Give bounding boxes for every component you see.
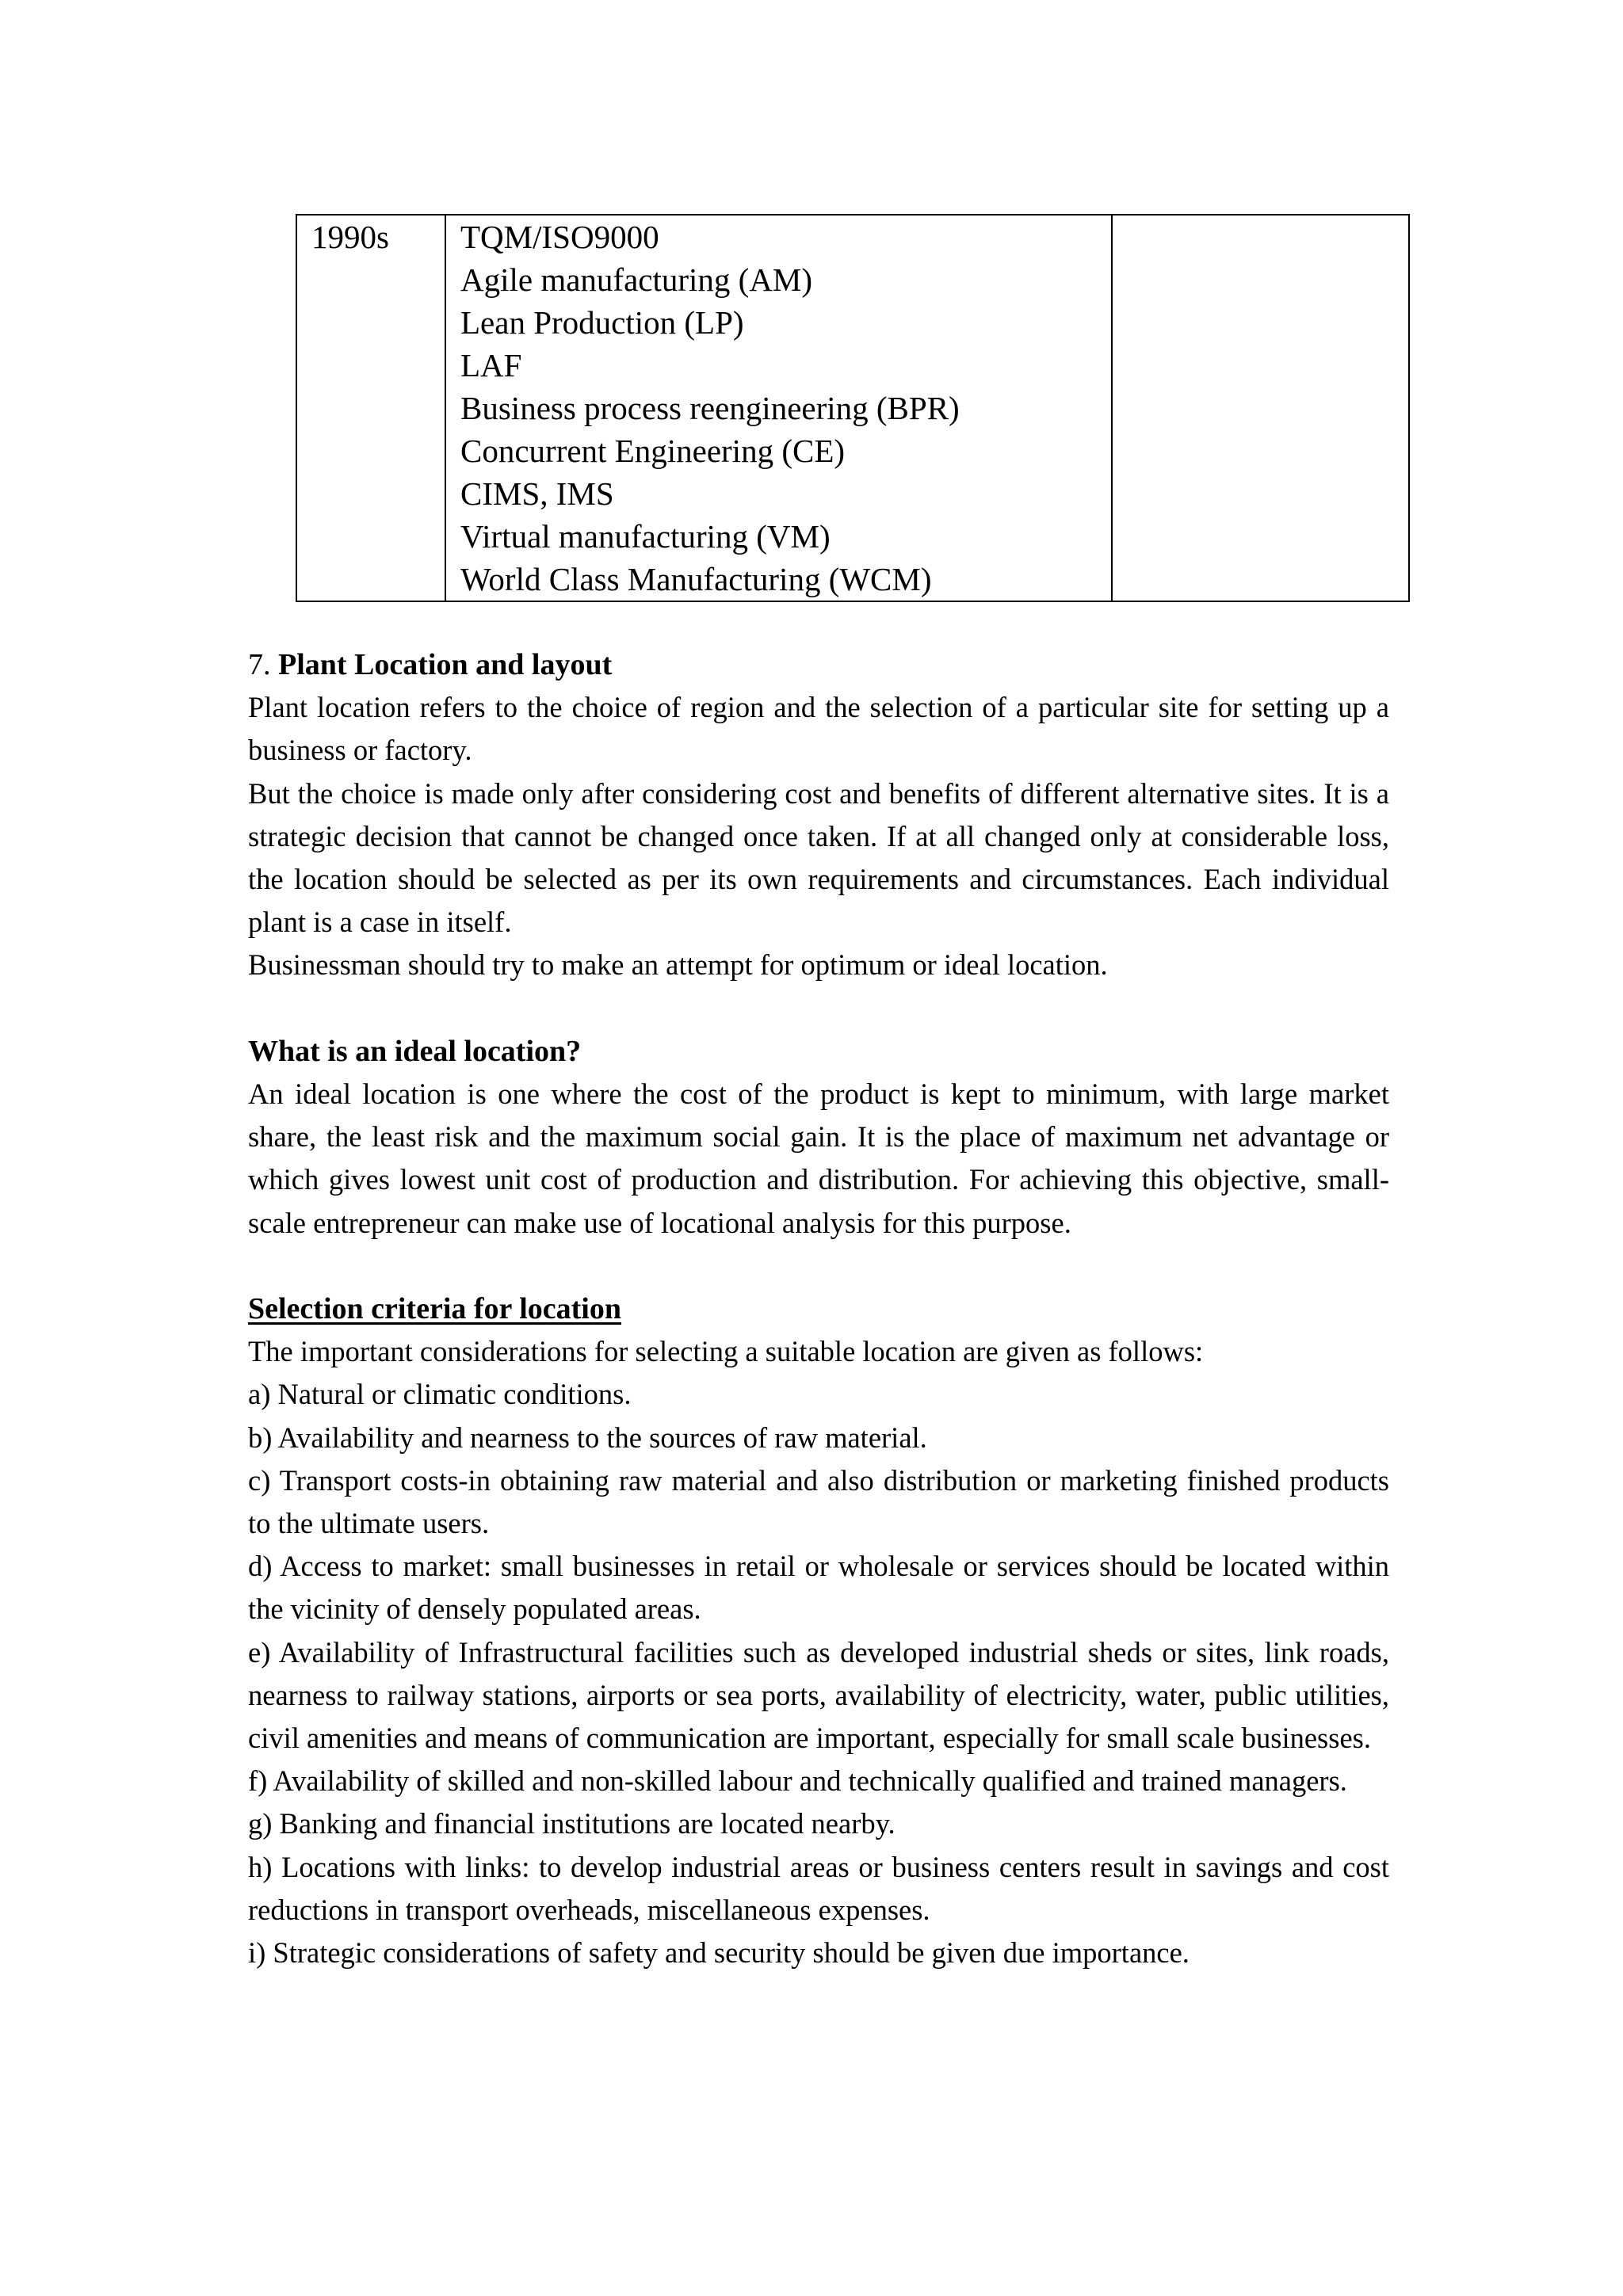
- section-number: 7.: [248, 648, 271, 681]
- table-item: Virtual manufacturing (VM): [460, 518, 831, 555]
- paragraph: An ideal location is one where the cost of the product is kept to minimum, with large market share, the least risk and the maximum social gain. It is the place of maximum net advantage or which gives lowest unit cost of production and distribution. For achieving this objective, small-scale entrepreneur can make use of locational analysis for this purpose.: [248, 1077, 1389, 1239]
- paragraph: But the choice is made only after considering cost and benefits of different alternative sites. It is a strategic decision that cannot be changed once taken. If at all changed only at considerable loss, the location should be selected as per its own requirements and circumstances. Each individual plant is a case in itself.: [248, 776, 1389, 939]
- section-title: Plant Location and layout: [278, 648, 613, 681]
- document-body: [248, 643, 1389, 1974]
- spacer: [248, 1245, 1389, 1287]
- table-row: [296, 215, 1409, 601]
- criteria-item: h) Locations with links: to develop industrial areas or business centers result in savings and cost reductions in transport overheads, miscellaneous expenses.: [248, 1850, 1389, 1926]
- table-item: Business process reengineering (BPR): [460, 390, 960, 426]
- table-item: Lean Production (LP): [460, 304, 744, 341]
- period-label: 1990s: [311, 219, 389, 255]
- spacer: [248, 987, 1389, 1030]
- table-item: LAF: [460, 347, 522, 383]
- table-item: CIMS, IMS: [460, 475, 614, 512]
- selection-criteria-heading: Selection criteria for location: [248, 1292, 621, 1326]
- table-item: World Class Manufacturing (WCM): [460, 561, 932, 597]
- table-item: Agile manufacturing (AM): [460, 261, 813, 298]
- criteria-item: c) Transport costs-in obtaining raw material and also distribution or marketing finished products to the ultimate users.: [248, 1463, 1389, 1540]
- paragraph: Plant location refers to the choice of region and the selection of a particular site for setting up a business or factory.: [248, 691, 1389, 767]
- paragraph: The important considerations for selecting a suitable location are given as follows:: [248, 1335, 1204, 1368]
- table-cell-items: [445, 215, 1112, 601]
- table-item: Concurrent Engineering (CE): [460, 433, 846, 469]
- criteria-item: f) Availability of skilled and non-skilled labour and technically qualified and trained managers.: [248, 1764, 1347, 1798]
- paragraph: Businessman should try to make an attempt for optimum or ideal location.: [248, 948, 1108, 982]
- table-cell-empty: [1112, 215, 1409, 601]
- table-item: TQM/ISO9000: [460, 219, 659, 255]
- criteria-item: e) Availability of Infrastructural facilities such as developed industrial sheds or sites, link roads, nearness to railway stations, airports or sea ports, availability of electricity, water, public utilities, civil amenities and means of communication are important, especially for small scale businesses.: [248, 1635, 1389, 1755]
- section-heading: [248, 643, 1389, 686]
- criteria-item: i) Strategic considerations of safety and security should be given due importance.: [248, 1936, 1190, 1970]
- criteria-item: b) Availability and nearness to the sources of raw material.: [248, 1421, 927, 1454]
- manufacturing-era-table: [296, 214, 1410, 602]
- criteria-item: d) Access to market: small businesses in retail or wholesale or services should be located within the vicinity of densely populated areas.: [248, 1550, 1389, 1626]
- criteria-item: a) Natural or climatic conditions.: [248, 1378, 632, 1411]
- ideal-location-heading: What is an ideal location?: [248, 1034, 582, 1068]
- table-cell-period: [296, 215, 445, 601]
- criteria-item: g) Banking and financial institutions are located nearby.: [248, 1807, 896, 1840]
